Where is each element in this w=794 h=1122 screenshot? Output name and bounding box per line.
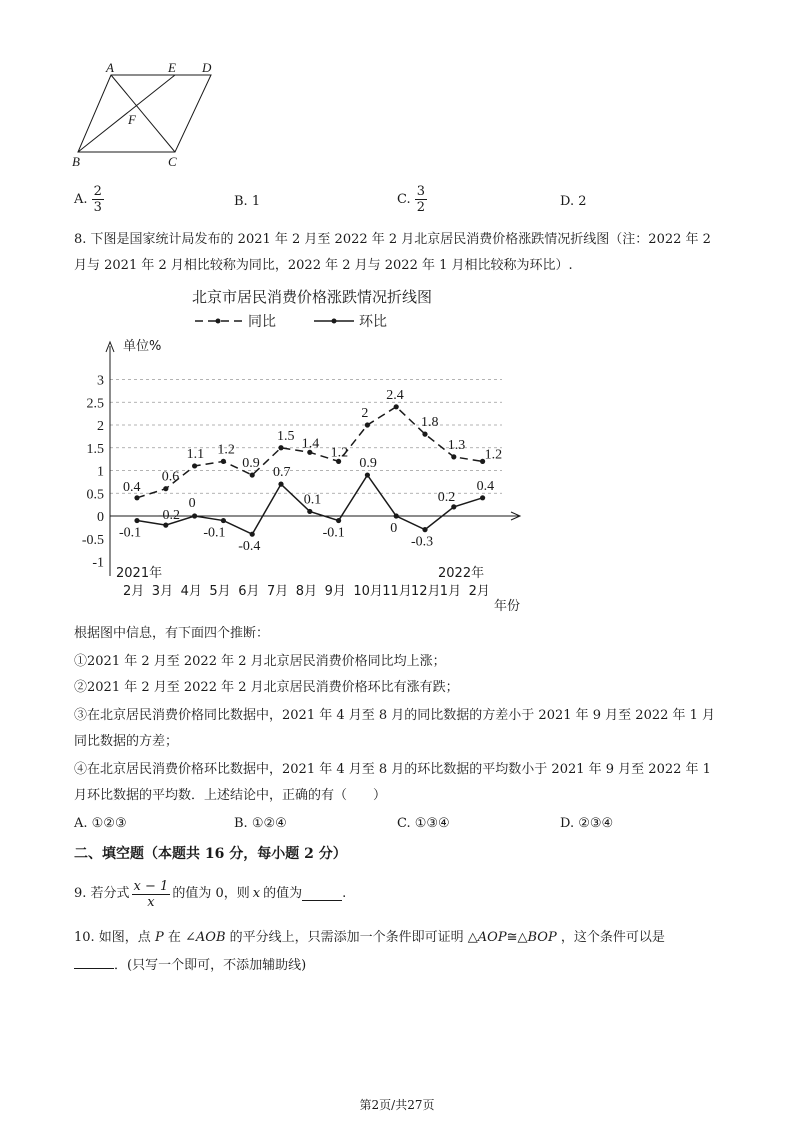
point-tongbi — [221, 459, 226, 464]
data-label-tongbi: 0.4 — [123, 479, 141, 495]
q8-option-d[interactable]: D. ②③④ — [560, 816, 614, 831]
x-tick-label: 4月 — [180, 584, 202, 599]
legend-label-huanbi: 环比 — [359, 314, 387, 330]
data-label-tongbi: 1.2 — [217, 442, 235, 458]
point-huanbi — [336, 518, 341, 523]
q8-statement-2: ②2021 年 2 月至 2022 年 2 月北京居民消费价格环比有涨有跌； — [74, 680, 459, 695]
y-tick-label: 1.5 — [86, 441, 104, 457]
point-huanbi — [365, 472, 370, 477]
point-tongbi — [278, 445, 283, 450]
point-huanbi — [163, 523, 168, 528]
data-label-tongbi: 2 — [361, 406, 369, 421]
point-huanbi — [422, 527, 427, 532]
data-label-huanbi: 0.9 — [359, 456, 377, 472]
y-tick-labels — [82, 374, 104, 571]
x-tick-label: 7月 — [267, 584, 289, 599]
data-label-tongbi: 1.8 — [421, 415, 439, 431]
point-huanbi — [480, 495, 485, 500]
legend-solid-marker — [332, 319, 337, 324]
y-tick-label: -0.5 — [82, 532, 104, 548]
data-label-huanbi: 0 — [188, 496, 196, 511]
point-huanbi — [221, 518, 226, 523]
x-tick-label: 5月 — [209, 584, 231, 599]
q8-option-a[interactable]: A. ①②③ — [74, 816, 127, 831]
chart-legend — [195, 314, 387, 330]
chart-axes — [106, 342, 520, 576]
y-tick-label: 0 — [97, 510, 104, 525]
point-huanbi — [307, 509, 312, 514]
data-label-huanbi: -0.1 — [119, 525, 142, 541]
q9-answer-blank[interactable] — [302, 888, 342, 901]
point-tongbi — [365, 422, 370, 427]
label-point-b: B — [72, 154, 80, 169]
label-point-f: F — [128, 112, 136, 127]
x-tick-label: 8月 — [295, 584, 318, 599]
q9-question: 9. 若分式 $\frac{x - 1}{x}$ 的值为 0，则 x 的值为 . — [74, 878, 347, 910]
y-tick-label: 0.5 — [86, 487, 104, 503]
x-tick-label: 10月 — [353, 584, 383, 599]
data-label-huanbi: -0.1 — [203, 525, 226, 541]
section-2-heading: 二、填空题（本题共 16 分，每小题 2 分） — [74, 846, 347, 862]
x-tick-label: 2月 — [123, 584, 145, 599]
label-point-a: A — [106, 60, 114, 75]
data-label-huanbi: 0 — [390, 521, 398, 536]
point-huanbi — [394, 513, 399, 518]
legend-label-tongbi: 同比 — [248, 314, 276, 330]
q7-option-d[interactable]: D. 2 — [560, 194, 587, 209]
page-footer: 第2页/共27页 — [359, 1098, 435, 1112]
data-label-tongbi: 1.3 — [447, 437, 466, 453]
q8-intro-line1: 8. 下图是国家统计局发布的 2021 年 2 月至 2022 年 2 月北京居民消费价格涨跌情况折线图（注：2022 年 2 — [74, 232, 711, 247]
point-huanbi — [451, 504, 456, 509]
data-label-huanbi: -0.4 — [238, 539, 261, 555]
point-huanbi — [278, 482, 283, 487]
q8-option-b[interactable]: B. ①②④ — [234, 816, 287, 831]
cpi-line-chart — [82, 280, 552, 616]
fraction-2-3: $\frac{2}{3}$ — [93, 184, 102, 215]
q10-question-line1: 10. 如图，点 P 在 ∠AOB 的平分线上，只需添加一个条件即可证明 △AOP≅△BOP ，这个条件可以是 — [74, 930, 665, 945]
data-label-huanbi: 0.1 — [303, 492, 322, 508]
label-point-e: E — [168, 60, 176, 75]
q8-statement-1: ①2021 年 2 月至 2022 年 2 月北京居民消费价格同比均上涨； — [74, 654, 446, 669]
data-label-tongbi: 2.4 — [386, 387, 404, 403]
data-label-tongbi: 0.6 — [161, 469, 180, 485]
point-tongbi — [163, 486, 168, 491]
point-huanbi — [250, 532, 255, 537]
q7-option-c[interactable]: C. $\frac{3}{2}$ — [397, 184, 426, 215]
point-huanbi — [192, 513, 197, 518]
q8-statement-4-line1: ④在北京居民消费价格环比数据中，2021 年 4 月至 8 月的环比数据的平均数小于 2021 年 9 月至 2022 年 1 — [74, 762, 711, 777]
point-tongbi — [451, 454, 456, 459]
x-tick-label: 11月 — [382, 584, 412, 599]
y-axis-label: 单位% — [123, 339, 162, 354]
x-tick-label: 12月 — [411, 584, 441, 599]
point-tongbi — [394, 404, 399, 409]
x-axis-label: 年份 — [494, 599, 521, 614]
point-tongbi — [422, 432, 427, 437]
legend-dashed-marker — [216, 319, 221, 324]
data-label-huanbi: -0.3 — [411, 534, 434, 550]
chart-series — [119, 388, 502, 554]
data-label-tongbi: 1.1 — [186, 446, 205, 462]
parallelogram-abcd — [78, 75, 211, 152]
data-label-huanbi: 0.7 — [273, 465, 291, 481]
diagonal-ac — [111, 75, 175, 152]
y-tick-label: 3 — [97, 373, 104, 389]
data-label-huanbi: -0.1 — [322, 525, 345, 541]
x-tick-label: 6月 — [238, 584, 260, 599]
x-tick-label: 1月 — [439, 584, 462, 599]
fraction-3-2: $\frac{3}{2}$ — [416, 184, 426, 215]
x-tick-label: 3月 — [151, 584, 174, 599]
q8-option-c[interactable]: C. ①③④ — [397, 816, 450, 831]
q8-lead: 根据图中信息，有下面四个推断： — [74, 626, 270, 641]
chart-title: 北京市居民消费价格涨跌情况折线图 — [191, 288, 433, 306]
data-label-huanbi: -0.2 — [157, 508, 180, 524]
segment-be — [78, 75, 175, 152]
data-label-huanbi: 0.4 — [476, 478, 495, 494]
data-label-tongbi: 1.4 — [301, 436, 320, 452]
y-tick-label: 1 — [97, 464, 104, 480]
q9-fraction: $\frac{x - 1}{x}$ — [133, 878, 169, 910]
x-tick-label: 9月 — [324, 584, 346, 599]
x-tick-labels — [116, 565, 490, 599]
q7-option-a[interactable]: A. $\frac{2}{3}$ — [74, 184, 102, 215]
label-point-c: C — [168, 154, 177, 169]
point-tongbi — [134, 495, 139, 500]
data-label-huanbi: 0.2 — [437, 489, 456, 505]
label-point-d: D — [202, 60, 212, 75]
q8-statement-4-line2: 月环比数据的平均数．上述结论中，正确的有（ ） — [74, 788, 387, 803]
year-label-2022: 2022年 — [438, 566, 485, 581]
data-label-tongbi: 0.9 — [242, 456, 260, 472]
point-tongbi — [250, 472, 255, 477]
q7-option-b[interactable]: B. 1 — [234, 194, 261, 209]
q10-question-line2: ．(只写一个即可，不添加辅助线) — [74, 956, 306, 976]
point-tongbi — [192, 463, 197, 468]
y-tick-label: 2.5 — [86, 396, 104, 412]
data-label-tongbi: 1.2 — [484, 447, 503, 463]
q8-intro-line2: 月与 2021 年 2 月相比较称为同比，2022 年 2 月与 2022 年 1 月相比较称为环比）. — [74, 258, 573, 273]
x-tick-label: 2月 — [468, 584, 490, 599]
q8-statement-3-line1: ③在北京居民消费价格同比数据中，2021 年 4 月至 8 月的同比数据的方差小于 2021 年 9 月至 2022 年 1 月 — [74, 708, 716, 723]
data-label-tongbi: 1.5 — [277, 428, 295, 444]
year-label-2021: 2021年 — [116, 566, 163, 581]
data-label-tongbi: 1.2 — [330, 445, 349, 461]
q10-answer-blank[interactable] — [74, 956, 114, 969]
y-tick-label: 2 — [97, 419, 104, 434]
q7-parallelogram-figure — [70, 56, 230, 174]
point-huanbi — [134, 518, 139, 523]
y-tick-label: -1 — [92, 555, 104, 571]
q8-statement-3-line2: 同比数据的方差； — [74, 734, 179, 749]
